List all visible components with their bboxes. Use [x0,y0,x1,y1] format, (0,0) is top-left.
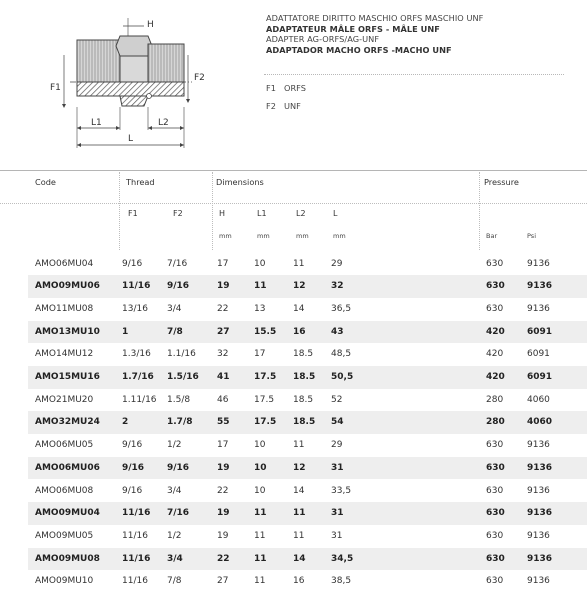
cell-l1: 10 [254,462,267,473]
subheader-l1: L1 [257,209,267,218]
cell-f1: 1 [122,326,129,337]
cell-bar: 630 [486,553,505,564]
cell-l1: 17.5 [254,394,275,405]
cell-f1: 11/16 [122,553,151,564]
cell-code: AMO09MU06 [35,281,100,292]
cell-f2: 1/2 [167,440,182,451]
cell-psi: 9136 [527,530,550,541]
cell-l2: 14 [293,485,305,496]
cell-l2: 11 [293,508,306,519]
cell-l2: 18.5 [293,349,314,360]
cell-f2: 1.7/8 [167,417,193,428]
legend-f1 [266,83,306,93]
cell-f2: 9/16 [167,281,190,292]
cell-code: AMO32MU24 [35,417,100,428]
legend-f2-key: F2 [266,101,276,111]
subheader-h: H [219,209,226,218]
table-row [0,457,587,480]
cell-bar: 630 [486,485,504,496]
pressure-col-divider [479,172,480,250]
title-spanish: ADAPTADOR MACHO ORFS -MACHO UNF [266,44,452,55]
table-row [0,253,587,276]
table-row [0,525,587,548]
cell-h: 19 [217,281,230,292]
cell-bar: 630 [486,508,505,519]
title-french: ADAPTATEUR MÂLE ORFS - MÂLE UNF [266,23,440,34]
cell-l: 29 [331,258,343,269]
cell-l2: 11 [293,530,305,541]
cell-code: AMO06MU04 [35,258,94,269]
cell-l1: 17.5 [254,372,277,382]
cell-f1: 11/16 [122,576,148,587]
cell-l2: 16 [293,326,306,337]
cell-h: 17 [217,440,229,451]
cell-l: 32 [331,281,344,292]
cell-l: 31 [331,508,344,519]
table-row [0,298,587,321]
table-row [0,389,587,412]
table-row [0,411,587,434]
legend-f1-key: F1 [266,83,276,93]
cell-l2: 18.5 [293,394,314,405]
cell-psi: 4060 [527,417,553,428]
table-row [0,275,587,298]
f1-label: F1 [50,83,61,93]
cell-psi: 9136 [527,258,550,269]
cell-h: 27 [217,576,229,587]
cell-code: AMO11MU08 [35,303,94,314]
cell-f2: 9/16 [167,462,190,473]
cell-psi: 6091 [527,372,553,382]
cell-code: AMO09MU08 [35,553,100,564]
header-pressure: Pressure [484,177,519,187]
cell-l1: 11 [254,576,266,587]
cell-l2: 12 [293,462,306,473]
cell-h: 27 [217,326,230,337]
cell-bar: 630 [486,303,504,314]
cell-code: AMO09MU05 [35,530,94,541]
cell-l1: 10 [254,440,266,451]
cell-code: AMO13MU10 [35,326,100,337]
cell-h: 46 [217,394,229,405]
cell-psi: 9136 [527,553,553,564]
thread-col-divider [119,172,120,250]
cell-code: AMO09MU10 [35,576,94,587]
legend-f1-value: ORFS [284,83,306,93]
cell-code: AMO06MU06 [35,462,100,473]
cell-f2: 1/2 [167,530,182,541]
cell-l1: 17 [254,349,266,360]
unit-bar: Bar [486,232,498,240]
fitting-drawing [40,10,220,150]
cell-bar: 630 [486,281,505,292]
cell-l: 43 [331,326,344,337]
cell-f2: 1.5/8 [167,394,191,405]
header-thread: Thread [126,177,155,187]
cell-psi: 9136 [527,485,550,496]
table-row [0,321,587,344]
h-label: H [147,20,154,30]
cell-l1: 17.5 [254,417,277,428]
cell-l1: 11 [254,553,267,564]
cell-f1: 13/16 [122,303,148,314]
cell-f2: 1.1/16 [167,349,196,360]
cell-l: 52 [331,394,343,405]
l2-label: L2 [158,118,169,128]
cell-f1: 9/16 [122,462,145,473]
cell-psi: 6091 [527,326,553,337]
unit-l2: mm [296,232,309,240]
cell-l1: 13 [254,303,266,314]
table-top-rule [0,170,587,171]
cell-l2: 12 [293,281,306,292]
cell-l2: 14 [293,553,306,564]
cell-l1: 10 [254,258,266,269]
product-titles [266,13,483,55]
cell-h: 32 [217,349,229,360]
cell-f1: 11/16 [122,530,148,541]
cell-h: 22 [217,485,229,496]
subheader-l: L [333,209,338,218]
cell-psi: 9136 [527,508,553,519]
cell-l: 31 [331,530,343,541]
cell-l2: 16 [293,576,305,587]
dimensions-col-divider [212,172,213,250]
cell-l: 48,5 [331,349,352,360]
cell-l1: 11 [254,530,266,541]
cell-bar: 630 [486,530,504,541]
cell-psi: 9136 [527,281,553,292]
cell-bar: 280 [486,394,504,405]
unit-l1: mm [257,232,270,240]
table-row [0,548,587,571]
l-label: L [128,134,134,144]
cell-psi: 9136 [527,303,550,314]
cell-bar: 420 [486,349,504,360]
cell-bar: 630 [486,258,504,269]
table-row [0,343,587,366]
subheader-f1: F1 [128,209,138,218]
cell-h: 22 [217,303,229,314]
cell-code: AMO09MU04 [35,508,100,519]
cell-code: AMO06MU05 [35,440,94,451]
cell-h: 41 [217,372,230,382]
cell-f2: 7/16 [167,508,190,519]
cell-l: 29 [331,440,343,451]
title-german: ADAPTER AG-ORFS/AG-UNF [266,34,380,44]
table-row [0,434,587,457]
table-row [0,480,587,503]
cell-code: AMO21MU20 [35,394,94,405]
cell-l: 34,5 [331,553,354,564]
cell-l: 33,5 [331,485,352,496]
cell-f1: 11/16 [122,508,151,519]
cell-bar: 630 [486,576,504,587]
cell-h: 19 [217,530,229,541]
header-dimensions: Dimensions [216,177,264,187]
unit-l: mm [333,232,346,240]
cell-bar: 280 [486,417,505,428]
cell-h: 19 [217,508,230,519]
cell-l2: 11 [293,258,305,269]
cell-f2: 7/8 [167,326,183,337]
cell-psi: 9136 [527,576,550,587]
cell-f1: 1.11/16 [122,394,157,405]
header-code: Code [35,177,56,187]
cell-bar: 420 [486,372,505,382]
cell-l: 36,5 [331,303,352,314]
cell-psi: 9136 [527,462,553,473]
cell-f1: 9/16 [122,258,143,269]
cell-l1: 11 [254,508,267,519]
cell-f1: 9/16 [122,440,143,451]
legend-f2-value: UNF [284,101,301,111]
cell-code: AMO06MU08 [35,485,94,496]
cell-l: 31 [331,462,344,473]
cell-f2: 7/8 [167,576,182,587]
unit-psi: Psi [527,232,536,240]
f2-label: F2 [194,73,205,83]
cell-f1: 11/16 [122,281,151,292]
title-separator [264,74,564,75]
cell-l1: 11 [254,281,267,292]
cell-f2: 3/4 [167,553,183,564]
cell-f2: 7/16 [167,258,188,269]
cell-psi: 9136 [527,440,550,451]
fitting-diagram [40,10,220,150]
legend-f2 [266,101,301,111]
l1-label: L1 [91,118,102,128]
subheader-l2: L2 [296,209,306,218]
cell-h: 22 [217,553,230,564]
cell-l2: 14 [293,303,305,314]
cell-l: 54 [331,417,344,428]
cell-l1: 15.5 [254,326,277,337]
cell-bar: 420 [486,326,505,337]
cell-f1: 1.3/16 [122,349,151,360]
cell-f2: 3/4 [167,303,182,314]
cell-f2: 3/4 [167,485,182,496]
cell-f1: 1.7/16 [122,372,154,382]
title-italian: ADATTATORE DIRITTO MASCHIO ORFS MASCHIO UNF [266,13,484,23]
cell-f2: 1.5/16 [167,372,199,382]
cell-l: 50,5 [331,372,354,382]
header-separator [0,203,587,204]
cell-psi: 4060 [527,394,550,405]
table-row [0,366,587,389]
cell-l2: 11 [293,440,305,451]
cell-l2: 18.5 [293,417,316,428]
table-row [0,502,587,525]
cell-bar: 630 [486,462,505,473]
cell-f1: 9/16 [122,485,143,496]
cell-l1: 10 [254,485,266,496]
cell-psi: 6091 [527,349,550,360]
cell-h: 17 [217,258,229,269]
cell-h: 19 [217,462,230,473]
unit-h: mm [219,232,232,240]
cell-bar: 630 [486,440,504,451]
cell-code: AMO15MU16 [35,372,100,382]
cell-l: 38,5 [331,576,352,587]
cell-f1: 2 [122,417,129,428]
cell-code: AMO14MU12 [35,349,94,360]
subheader-f2: F2 [173,209,183,218]
cell-l2: 18.5 [293,372,316,382]
cell-h: 55 [217,417,230,428]
